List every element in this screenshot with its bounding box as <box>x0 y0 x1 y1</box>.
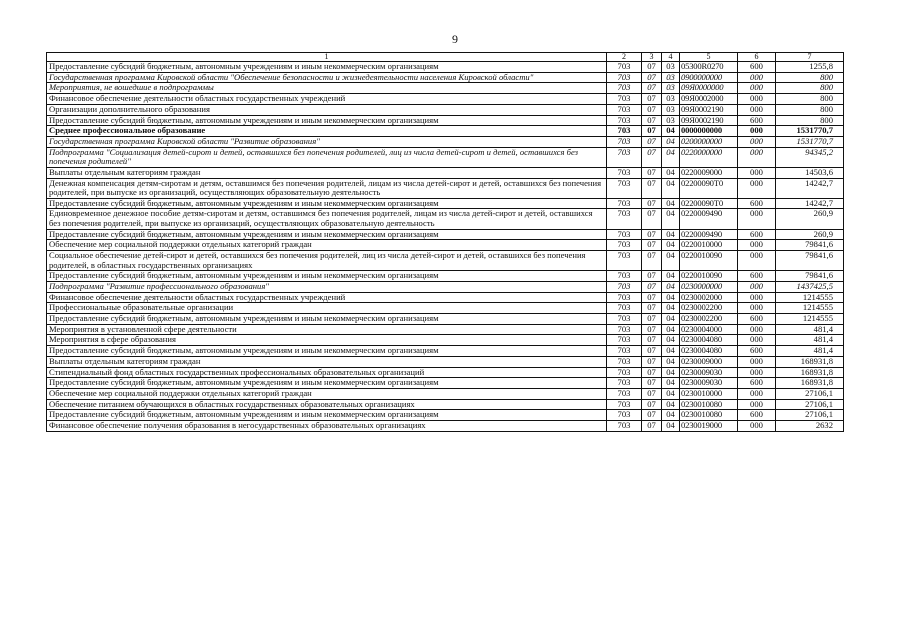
table-row <box>47 292 844 303</box>
row-section: 07 <box>642 198 662 209</box>
row-subsection: 04 <box>662 421 680 432</box>
row-target-code: 09Я0002190 <box>680 104 738 115</box>
row-expense-type: 000 <box>738 292 776 303</box>
row-section: 07 <box>642 136 662 147</box>
row-subsection: 04 <box>662 324 680 335</box>
row-amount: 27106,1 <box>776 410 844 421</box>
page-number: 9 <box>452 32 458 46</box>
row-expense-type: 000 <box>738 281 776 292</box>
row-target-code: 02200090T0 <box>680 178 738 198</box>
row-subsection: 04 <box>662 378 680 389</box>
row-amount: 27106,1 <box>776 399 844 410</box>
table-row <box>47 126 844 137</box>
row-amount: 1437425,5 <box>776 281 844 292</box>
row-name: Стипендиальный фонд областных государственных профессиональных образовательных организаций <box>47 367 607 378</box>
row-target-code: 0230010080 <box>680 410 738 421</box>
row-target-code: 0000000000 <box>680 126 738 137</box>
row-subsection: 04 <box>662 314 680 325</box>
row-expense-type: 600 <box>738 115 776 126</box>
table-row <box>47 388 844 399</box>
row-admin-code: 703 <box>607 178 642 198</box>
row-amount: 1214555 <box>776 314 844 325</box>
row-target-code: 0230004080 <box>680 335 738 346</box>
row-section: 07 <box>642 104 662 115</box>
row-expense-type: 000 <box>738 167 776 178</box>
row-target-code: 09Я0002190 <box>680 115 738 126</box>
row-amount: 1214555 <box>776 292 844 303</box>
row-expense-type: 000 <box>738 399 776 410</box>
row-section: 07 <box>642 229 662 240</box>
row-expense-type: 000 <box>738 324 776 335</box>
row-section: 07 <box>642 147 662 167</box>
row-expense-type: 000 <box>738 251 776 271</box>
table-row <box>47 147 844 167</box>
row-name: Государственная программа Кировской области "Развитие образования" <box>47 136 607 147</box>
row-section: 07 <box>642 421 662 432</box>
row-admin-code: 703 <box>607 421 642 432</box>
header-col-2: 2 <box>607 53 642 62</box>
row-subsection: 03 <box>662 115 680 126</box>
row-admin-code: 703 <box>607 126 642 137</box>
row-name: Социальное обеспечение детей-сирот и детей, оставшихся без попечения родителей, лиц из числа детей-сирот и детей, оставшихся без попечения родителей, в областных государственных организациях <box>47 251 607 271</box>
row-section: 07 <box>642 178 662 198</box>
table-row <box>47 399 844 410</box>
row-name: Предоставление субсидий бюджетным, автономным учреждениям и иным некоммерческим организациям <box>47 314 607 325</box>
row-admin-code: 703 <box>607 104 642 115</box>
row-subsection: 04 <box>662 198 680 209</box>
row-amount: 1255,8 <box>776 62 844 73</box>
row-name: Мероприятия, не вошедшие в подпрограммы <box>47 83 607 94</box>
table-row <box>47 335 844 346</box>
header-col-6: 6 <box>738 53 776 62</box>
row-subsection: 04 <box>662 229 680 240</box>
row-subsection: 03 <box>662 72 680 83</box>
row-expense-type: 600 <box>738 410 776 421</box>
row-expense-type: 000 <box>738 209 776 229</box>
row-admin-code: 703 <box>607 167 642 178</box>
header-col-3: 3 <box>642 53 662 62</box>
row-section: 07 <box>642 346 662 357</box>
row-admin-code: 703 <box>607 324 642 335</box>
row-name: Подпрограмма "Развитие профессионального образования" <box>47 281 607 292</box>
row-name: Мероприятия в установленной сфере деятельности <box>47 324 607 335</box>
row-expense-type: 000 <box>738 72 776 83</box>
row-amount: 14242,7 <box>776 198 844 209</box>
row-admin-code: 703 <box>607 147 642 167</box>
row-amount: 800 <box>776 72 844 83</box>
row-expense-type: 600 <box>738 229 776 240</box>
row-target-code: 0900000000 <box>680 72 738 83</box>
table-header-row <box>47 53 844 62</box>
row-subsection: 04 <box>662 240 680 251</box>
row-target-code: 09Я0000000 <box>680 83 738 94</box>
row-amount: 14242,7 <box>776 178 844 198</box>
table-row <box>47 356 844 367</box>
row-subsection: 04 <box>662 388 680 399</box>
row-name: Государственная программа Кировской области "Обеспечение безопасности и жизнедеятельности населения Кировской области" <box>47 72 607 83</box>
row-section: 07 <box>642 281 662 292</box>
row-amount: 800 <box>776 115 844 126</box>
row-amount: 79841,6 <box>776 251 844 271</box>
row-section: 07 <box>642 314 662 325</box>
row-expense-type: 600 <box>738 314 776 325</box>
row-section: 07 <box>642 367 662 378</box>
row-name: Среднее профессиональное образование <box>47 126 607 137</box>
row-subsection: 04 <box>662 399 680 410</box>
row-amount: 481,4 <box>776 346 844 357</box>
row-expense-type: 000 <box>738 388 776 399</box>
row-expense-type: 000 <box>738 94 776 105</box>
row-amount: 168931,8 <box>776 356 844 367</box>
row-expense-type: 000 <box>738 335 776 346</box>
row-admin-code: 703 <box>607 271 642 282</box>
row-section: 07 <box>642 292 662 303</box>
row-target-code: 0230009030 <box>680 378 738 389</box>
table-row <box>47 229 844 240</box>
row-section: 07 <box>642 378 662 389</box>
row-target-code: 0230004080 <box>680 346 738 357</box>
row-expense-type: 000 <box>738 178 776 198</box>
row-target-code: 0230002200 <box>680 303 738 314</box>
row-target-code: 0230010000 <box>680 388 738 399</box>
row-name: Предоставление субсидий бюджетным, автономным учреждениям и иным некоммерческим организациям <box>47 115 607 126</box>
row-admin-code: 703 <box>607 136 642 147</box>
row-section: 07 <box>642 83 662 94</box>
row-admin-code: 703 <box>607 314 642 325</box>
row-name: Единовременное денежное пособие детям-сиротам и детям, оставшимся без попечения родителей, лицам из числа детей-сирот и детей, оставшихся без попечения родителей, при выпуске из организаций, осуществляющих образовательную деятельность <box>47 209 607 229</box>
row-amount: 79841,6 <box>776 271 844 282</box>
row-section: 07 <box>642 303 662 314</box>
row-name: Предоставление субсидий бюджетным, автономным учреждениям и иным некоммерческим организациям <box>47 410 607 421</box>
header-col-7: 7 <box>776 53 844 62</box>
row-name: Финансовое обеспечение получения образования в негосударственных образовательных организациях <box>47 421 607 432</box>
row-subsection: 04 <box>662 167 680 178</box>
row-amount: 79841,6 <box>776 240 844 251</box>
row-subsection: 03 <box>662 94 680 105</box>
row-subsection: 04 <box>662 178 680 198</box>
row-name: Предоставление субсидий бюджетным, автономным учреждениям и иным некоммерческим организациям <box>47 229 607 240</box>
table-row <box>47 104 844 115</box>
row-subsection: 04 <box>662 367 680 378</box>
row-amount: 260,9 <box>776 229 844 240</box>
table-row <box>47 240 844 251</box>
row-name: Выплаты отдельным категориям граждан <box>47 356 607 367</box>
row-section: 07 <box>642 410 662 421</box>
row-amount: 2632 <box>776 421 844 432</box>
table-row <box>47 421 844 432</box>
row-name: Выплаты отдельным категориям граждан <box>47 167 607 178</box>
row-section: 07 <box>642 167 662 178</box>
row-admin-code: 703 <box>607 115 642 126</box>
row-section: 07 <box>642 115 662 126</box>
row-admin-code: 703 <box>607 281 642 292</box>
table-body <box>47 62 844 432</box>
row-admin-code: 703 <box>607 292 642 303</box>
row-subsection: 04 <box>662 335 680 346</box>
row-expense-type: 600 <box>738 198 776 209</box>
row-name: Подпрограмма "Социализация детей-сирот и детей, оставшихся без попечения родителей, лиц из числа детей-сирот и детей, оставшихся без попечения родителей" <box>47 147 607 167</box>
row-expense-type: 000 <box>738 356 776 367</box>
row-amount: 481,4 <box>776 324 844 335</box>
row-subsection: 04 <box>662 147 680 167</box>
row-expense-type: 000 <box>738 367 776 378</box>
row-amount: 1531770,7 <box>776 126 844 137</box>
row-subsection: 04 <box>662 136 680 147</box>
table-row <box>47 72 844 83</box>
table-row <box>47 303 844 314</box>
row-amount: 1214555 <box>776 303 844 314</box>
row-subsection: 04 <box>662 346 680 357</box>
row-section: 07 <box>642 126 662 137</box>
row-expense-type: 600 <box>738 346 776 357</box>
row-admin-code: 703 <box>607 378 642 389</box>
row-section: 07 <box>642 271 662 282</box>
table-row <box>47 367 844 378</box>
row-target-code: 0230000000 <box>680 281 738 292</box>
table-row <box>47 62 844 73</box>
row-admin-code: 703 <box>607 62 642 73</box>
row-admin-code: 703 <box>607 251 642 271</box>
row-expense-type: 000 <box>738 83 776 94</box>
row-name: Обеспечение мер социальной поддержки отдельных категорий граждан <box>47 240 607 251</box>
row-expense-type: 000 <box>738 303 776 314</box>
row-subsection: 04 <box>662 410 680 421</box>
table-row <box>47 324 844 335</box>
budget-table <box>46 52 844 432</box>
table-row <box>47 178 844 198</box>
row-subsection: 04 <box>662 303 680 314</box>
row-amount: 168931,8 <box>776 378 844 389</box>
row-amount: 800 <box>776 104 844 115</box>
row-section: 07 <box>642 251 662 271</box>
row-subsection: 04 <box>662 356 680 367</box>
row-admin-code: 703 <box>607 410 642 421</box>
row-target-code: 0230009000 <box>680 356 738 367</box>
row-section: 07 <box>642 72 662 83</box>
row-admin-code: 703 <box>607 367 642 378</box>
row-target-code: 02200090T0 <box>680 198 738 209</box>
table-row <box>47 209 844 229</box>
row-section: 07 <box>642 335 662 346</box>
row-name: Обеспечение мер социальной поддержки отдельных категорий граждан <box>47 388 607 399</box>
row-target-code: 0220000000 <box>680 147 738 167</box>
row-name: Предоставление субсидий бюджетным, автономным учреждениям и иным некоммерческим организациям <box>47 271 607 282</box>
table-row <box>47 314 844 325</box>
row-amount: 14503,6 <box>776 167 844 178</box>
row-target-code: 0200000000 <box>680 136 738 147</box>
row-admin-code: 703 <box>607 356 642 367</box>
row-admin-code: 703 <box>607 83 642 94</box>
row-expense-type: 000 <box>738 240 776 251</box>
row-target-code: 05300R0270 <box>680 62 738 73</box>
row-expense-type: 600 <box>738 271 776 282</box>
header-col-5: 5 <box>680 53 738 62</box>
row-name: Предоставление субсидий бюджетным, автономным учреждениям и иным некоммерческим организациям <box>47 346 607 357</box>
row-subsection: 04 <box>662 281 680 292</box>
table-row <box>47 167 844 178</box>
table-row <box>47 346 844 357</box>
row-amount: 800 <box>776 94 844 105</box>
table-row <box>47 198 844 209</box>
row-target-code: 0220009490 <box>680 229 738 240</box>
row-target-code: 0220010090 <box>680 271 738 282</box>
table-row <box>47 378 844 389</box>
table-row <box>47 271 844 282</box>
row-target-code: 09Я0002000 <box>680 94 738 105</box>
row-admin-code: 703 <box>607 240 642 251</box>
table-row <box>47 115 844 126</box>
table-row <box>47 410 844 421</box>
row-subsection: 03 <box>662 104 680 115</box>
row-amount: 1531770,7 <box>776 136 844 147</box>
row-target-code: 0230002000 <box>680 292 738 303</box>
table-row <box>47 281 844 292</box>
row-target-code: 0220010000 <box>680 240 738 251</box>
row-name: Денежная компенсация детям-сиротам и детям, оставшимся без попечения родителей, лицам из числа детей-сирот и детей, оставшихся без попечения родителей, при выпуске из организаций, осуществляющих образовательную деятельность <box>47 178 607 198</box>
row-name: Финансовое обеспечение деятельности областных государственных учреждений <box>47 94 607 105</box>
row-target-code: 0230004000 <box>680 324 738 335</box>
row-section: 07 <box>642 209 662 229</box>
row-expense-type: 000 <box>738 421 776 432</box>
row-admin-code: 703 <box>607 209 642 229</box>
row-name: Финансовое обеспечение деятельности областных государственных учреждений <box>47 292 607 303</box>
row-expense-type: 600 <box>738 378 776 389</box>
row-admin-code: 703 <box>607 399 642 410</box>
row-section: 07 <box>642 356 662 367</box>
row-target-code: 0230002200 <box>680 314 738 325</box>
header-col-1: 1 <box>47 53 607 62</box>
row-expense-type: 000 <box>738 104 776 115</box>
row-target-code: 0230009030 <box>680 367 738 378</box>
row-expense-type: 000 <box>738 126 776 137</box>
row-name: Мероприятия в сфере образования <box>47 335 607 346</box>
row-expense-type: 000 <box>738 136 776 147</box>
row-expense-type: 000 <box>738 147 776 167</box>
row-amount: 27106,1 <box>776 388 844 399</box>
row-name: Предоставление субсидий бюджетным, автономным учреждениям и иным некоммерческим организациям <box>47 378 607 389</box>
row-admin-code: 703 <box>607 346 642 357</box>
row-target-code: 0220009000 <box>680 167 738 178</box>
row-subsection: 04 <box>662 209 680 229</box>
row-admin-code: 703 <box>607 198 642 209</box>
row-section: 07 <box>642 399 662 410</box>
row-target-code: 0230019000 <box>680 421 738 432</box>
row-section: 07 <box>642 388 662 399</box>
row-subsection: 03 <box>662 62 680 73</box>
row-name: Профессиональные образовательные организации <box>47 303 607 314</box>
row-name: Предоставление субсидий бюджетным, автономным учреждениям и иным некоммерческим организациям <box>47 62 607 73</box>
row-subsection: 04 <box>662 271 680 282</box>
row-admin-code: 703 <box>607 388 642 399</box>
row-admin-code: 703 <box>607 94 642 105</box>
row-target-code: 0220010090 <box>680 251 738 271</box>
table-row <box>47 136 844 147</box>
row-subsection: 04 <box>662 126 680 137</box>
row-section: 07 <box>642 94 662 105</box>
row-amount: 168931,8 <box>776 367 844 378</box>
row-section: 07 <box>642 62 662 73</box>
row-subsection: 03 <box>662 83 680 94</box>
row-section: 07 <box>642 324 662 335</box>
row-name: Предоставление субсидий бюджетным, автономным учреждениям и иным некоммерческим организациям <box>47 198 607 209</box>
row-amount: 800 <box>776 83 844 94</box>
row-name: Обеспечение питанием обучающихся в областных государственных образовательных организациях <box>47 399 607 410</box>
row-amount: 260,9 <box>776 209 844 229</box>
row-expense-type: 600 <box>738 62 776 73</box>
table-row <box>47 94 844 105</box>
row-section: 07 <box>642 240 662 251</box>
row-target-code: 0220009490 <box>680 209 738 229</box>
row-amount: 481,4 <box>776 335 844 346</box>
row-admin-code: 703 <box>607 303 642 314</box>
row-admin-code: 703 <box>607 335 642 346</box>
row-subsection: 04 <box>662 251 680 271</box>
table-row <box>47 251 844 271</box>
row-subsection: 04 <box>662 292 680 303</box>
row-amount: 94345,2 <box>776 147 844 167</box>
table-row <box>47 83 844 94</box>
row-target-code: 0230010080 <box>680 399 738 410</box>
row-admin-code: 703 <box>607 72 642 83</box>
row-name: Организации дополнительного образования <box>47 104 607 115</box>
header-col-4: 4 <box>662 53 680 62</box>
row-admin-code: 703 <box>607 229 642 240</box>
